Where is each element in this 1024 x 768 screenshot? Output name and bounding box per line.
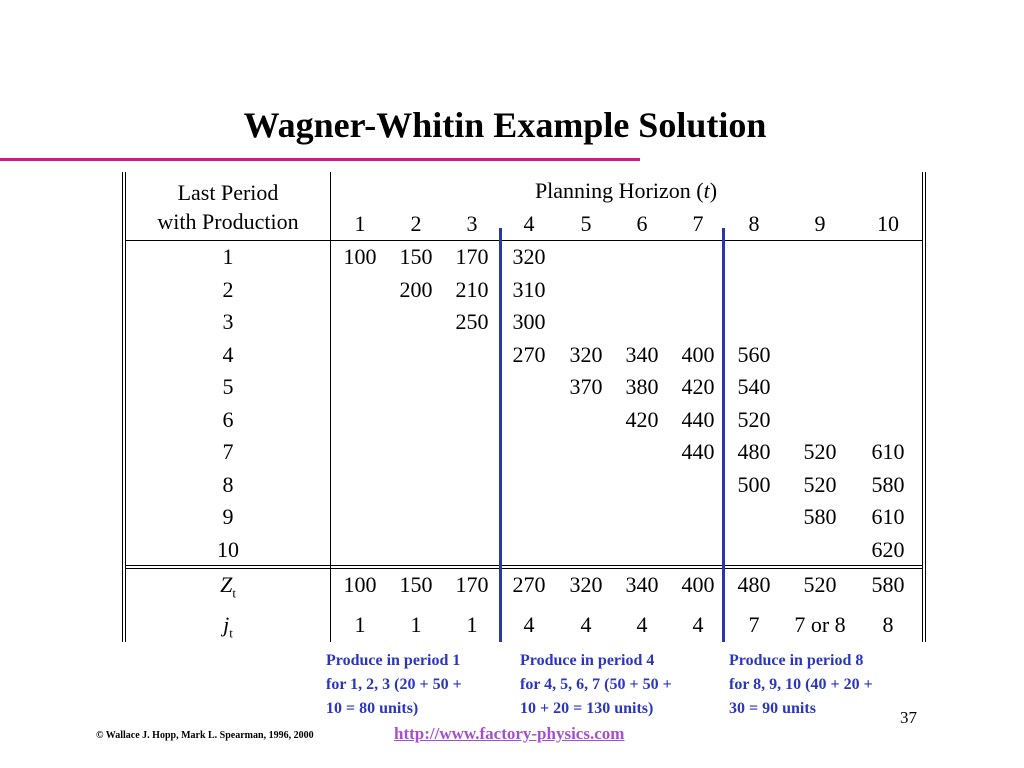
j-value-cell: 4 — [692, 612, 704, 637]
note-period-4 — [520, 649, 672, 721]
cost-cell: 250 — [455, 309, 489, 334]
column-header-9: 9 — [814, 211, 826, 236]
header-divider — [126, 240, 922, 241]
cost-cell: 560 — [737, 341, 771, 367]
note-line: Produce in period 1 — [326, 652, 461, 669]
row-label-8: 8 — [222, 471, 234, 497]
note-period-8 — [729, 649, 873, 721]
note-period-1 — [326, 649, 462, 721]
row-label-9: 9 — [222, 504, 234, 529]
note-line: for 1, 2, 3 (20 + 50 + — [326, 676, 462, 693]
z-value-cell: 320 — [569, 572, 603, 597]
note-line: Produce in period 4 — [520, 652, 655, 669]
row-label-6: 6 — [222, 406, 234, 432]
column-group-header — [330, 176, 922, 206]
cost-cell: 420 — [625, 406, 659, 432]
row-label-5: 5 — [222, 374, 234, 399]
z-value-cell: 100 — [343, 572, 377, 597]
z-value-cell: 170 — [455, 572, 489, 597]
website-link[interactable]: http://www.factory-physics.com — [394, 724, 625, 743]
z-value-cell: 580 — [871, 572, 905, 597]
z-value-cell: 340 — [625, 572, 659, 597]
z-symbol: Z — [220, 572, 233, 597]
note-line: 10 + 20 = 130 units) — [520, 700, 654, 717]
cost-cell: 320 — [512, 244, 546, 269]
cost-cell: 170 — [455, 244, 489, 269]
cost-cell: 270 — [512, 341, 546, 367]
j-value-cell: 7 — [748, 612, 760, 637]
cost-cell: 210 — [455, 276, 489, 302]
column-header-2: 2 — [410, 211, 422, 236]
column-header-7: 7 — [692, 211, 704, 236]
column-header-5: 5 — [580, 211, 592, 236]
column-header-1: 1 — [354, 211, 366, 236]
title-underline — [0, 158, 640, 161]
column-group-variable: t — [703, 178, 710, 203]
cost-cell: 300 — [512, 309, 546, 334]
wagner-whitin-table — [122, 172, 926, 642]
cost-cell: 420 — [681, 374, 715, 399]
row-label-2: 2 — [222, 276, 234, 302]
copyright: © Wallace J. Hopp, Mark L. Spearman, 1996, 2000 — [96, 730, 314, 741]
column-header-10: 10 — [877, 211, 899, 236]
row-header-line1: Last Period — [177, 180, 279, 205]
row-header — [126, 178, 330, 236]
cost-cell: 520 — [737, 406, 771, 432]
column-header-4: 4 — [523, 211, 535, 236]
row-label-10: 10 — [217, 536, 239, 562]
z-row-label — [126, 570, 330, 600]
cost-cell: 440 — [681, 439, 715, 464]
column-group-suffix: ) — [709, 178, 718, 203]
row-header-line2: with Production — [157, 209, 299, 234]
column-header-3: 3 — [466, 211, 478, 236]
row-label-1: 1 — [222, 244, 234, 269]
j-value-cell: 1 — [354, 612, 366, 637]
row-label-4: 4 — [222, 341, 234, 367]
row-label-7: 7 — [222, 439, 234, 464]
column-header-8: 8 — [748, 211, 760, 236]
page-number: 37 — [900, 708, 917, 727]
note-line: 30 = 90 units — [729, 700, 816, 717]
j-row-label — [126, 610, 330, 640]
cost-cell: 320 — [569, 341, 603, 367]
j-value-cell: 7 or 8 — [794, 612, 846, 637]
summary-divider — [126, 565, 922, 569]
cost-cell: 580 — [871, 471, 905, 497]
note-line: for 4, 5, 6, 7 (50 + 50 + — [520, 676, 672, 693]
cost-cell: 400 — [681, 341, 715, 367]
cost-cell: 440 — [681, 406, 715, 432]
z-value-cell: 520 — [803, 572, 837, 597]
cost-cell: 480 — [737, 439, 771, 464]
note-line: Produce in period 8 — [729, 652, 864, 669]
cost-cell: 150 — [399, 244, 433, 269]
column-header-6: 6 — [636, 211, 648, 236]
j-value-cell: 8 — [882, 612, 894, 637]
z-value-cell: 270 — [512, 572, 546, 597]
cost-cell: 340 — [625, 341, 659, 367]
cost-cell: 580 — [803, 504, 837, 529]
z-subscript: t — [232, 585, 236, 601]
j-value-cell: 4 — [580, 612, 592, 637]
cost-cell: 540 — [737, 374, 771, 399]
cost-cell: 610 — [871, 439, 905, 464]
row-label-3: 3 — [222, 309, 234, 334]
cost-cell: 520 — [803, 471, 837, 497]
cost-cell: 370 — [569, 374, 603, 399]
note-line: for 8, 9, 10 (40 + 20 + — [729, 676, 873, 693]
cost-cell: 620 — [871, 536, 905, 562]
j-value-cell: 4 — [636, 612, 648, 637]
j-value-cell: 1 — [466, 612, 478, 637]
cost-cell: 100 — [343, 244, 377, 269]
z-value-cell: 150 — [399, 572, 433, 597]
z-value-cell: 400 — [681, 572, 715, 597]
cost-cell: 520 — [803, 439, 837, 464]
slide-title: Wagner-Whitin Example Solution — [243, 105, 767, 145]
cost-cell: 500 — [737, 471, 771, 497]
z-value-cell: 480 — [737, 572, 771, 597]
note-line: 10 = 80 units) — [326, 700, 419, 717]
cost-cell: 310 — [512, 276, 546, 302]
j-subscript: t — [229, 625, 233, 641]
j-value-cell: 4 — [523, 612, 535, 637]
cost-cell: 610 — [871, 504, 905, 529]
column-group-prefix: Planning Horizon ( — [534, 178, 704, 203]
j-symbol: j — [223, 612, 230, 637]
cost-cell: 200 — [399, 276, 433, 302]
cost-cell: 380 — [625, 374, 659, 399]
j-value-cell: 1 — [410, 612, 422, 637]
